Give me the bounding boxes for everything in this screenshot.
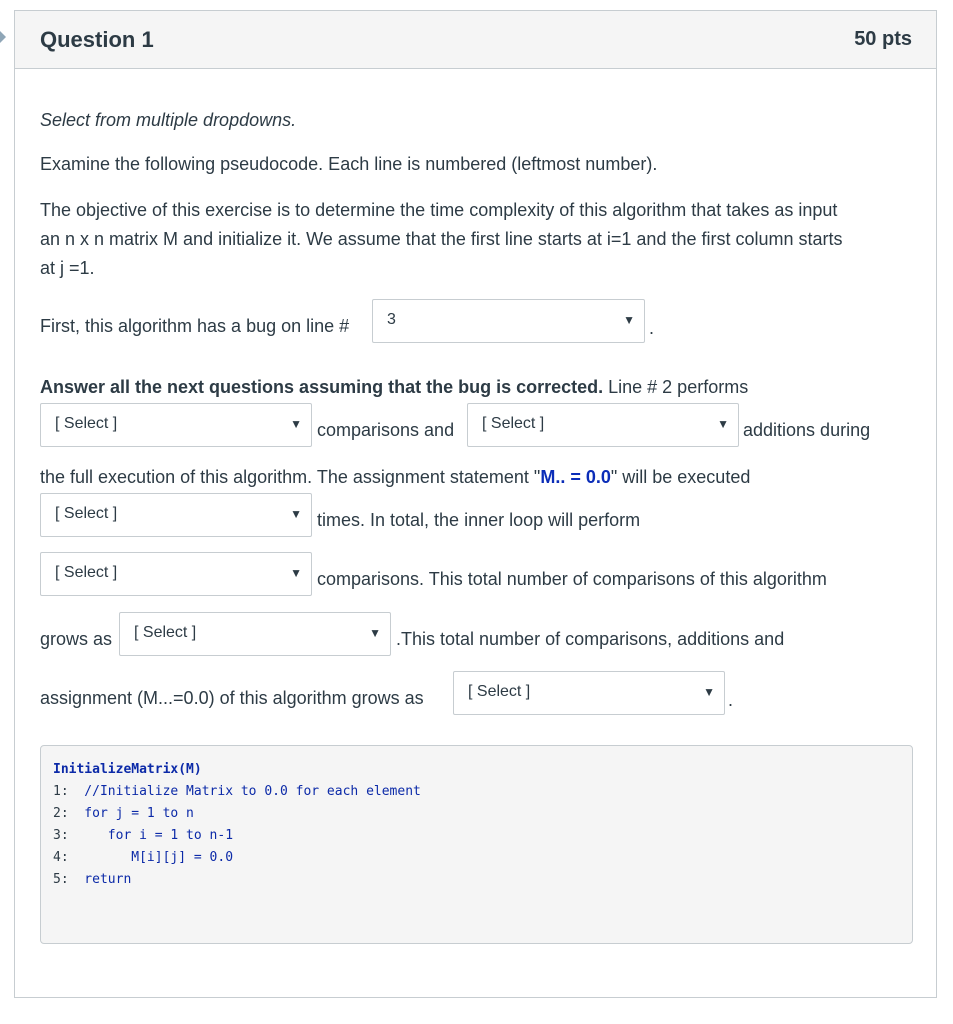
- additions-during-text: additions during: [743, 420, 871, 440]
- full-execution-text-a: the full execution of this algorithm. The assignment statement ": [40, 467, 541, 487]
- question-title: Question 1: [40, 27, 154, 52]
- this-total-text: .This total number of comparisons, additions and: [396, 629, 785, 649]
- full-execution-line: [40, 463, 750, 492]
- dropdown-selected-value: [ Select ]: [55, 415, 118, 432]
- question-type-hint: Select from multiple dropdowns.: [40, 110, 297, 130]
- question-points: 50 pts: [854, 28, 912, 50]
- comparisons-and-text: comparisons and: [317, 420, 455, 440]
- dropdown-caret-icon: ▼: [369, 626, 381, 640]
- comparisons-line2-dropdown[interactable]: [40, 403, 312, 447]
- dropdown-caret-icon: ▼: [290, 507, 302, 521]
- assignment-grows-text: assignment (M...=0.0) of this algorithm grows as: [40, 688, 424, 708]
- line2-performs-text: Line # 2 performs: [603, 377, 749, 397]
- dropdown-selected-value: [ Select ]: [55, 505, 118, 522]
- additions-line2-dropdown[interactable]: [467, 403, 739, 447]
- dropdown-selected-value: [ Select ]: [55, 564, 118, 581]
- question-card: [14, 10, 937, 998]
- assumption-bold-text: Answer all the next questions assuming that the bug is corrected.: [40, 377, 604, 397]
- code-line-number: 2:: [53, 806, 69, 821]
- comparisons-growth-dropdown[interactable]: [119, 612, 391, 656]
- dropdown-caret-icon: ▼: [717, 417, 729, 431]
- code-line-text: //Initialize Matrix to 0.0 for each element: [68, 784, 421, 799]
- times-inner-loop-text: times. In total, the inner loop will perform: [317, 510, 641, 530]
- assumption-line: [40, 373, 748, 402]
- code-line-number: 3:: [53, 828, 69, 843]
- pseudocode-block: [40, 745, 913, 944]
- code-line-text: return: [68, 872, 132, 887]
- code-header: InitializeMatrix(M): [53, 762, 202, 777]
- grows-as-text: grows as: [40, 629, 113, 649]
- instruction-paragraph-2-line-2: an n x n matrix M and initialize it. We assume that the first line starts at i=1 and the first column starts: [40, 229, 843, 249]
- full-execution-text-b: " will be executed: [610, 467, 751, 487]
- code-line-number: 1:: [53, 784, 69, 799]
- instruction-paragraph-2-line-3: at j =1.: [40, 258, 95, 278]
- dropdown-caret-icon: ▼: [290, 566, 302, 580]
- dropdown-caret-icon: ▼: [623, 313, 635, 327]
- period-text: .: [728, 690, 734, 710]
- code-line-text: for i = 1 to n-1: [68, 828, 234, 843]
- dropdown-selected-value: [ Select ]: [468, 683, 531, 700]
- question-header: [15, 11, 936, 69]
- dropdown-selected-value: [ Select ]: [482, 415, 545, 432]
- period-text: .: [649, 318, 655, 338]
- question-arrow-icon: [0, 31, 6, 43]
- pseudocode: [53, 759, 421, 891]
- code-line-text: M[i][j] = 0.0: [68, 850, 234, 865]
- inner-loop-comparisons-dropdown[interactable]: [40, 552, 312, 596]
- bug-line-dropdown[interactable]: [372, 299, 645, 343]
- assignment-times-dropdown[interactable]: [40, 493, 312, 537]
- dropdown-selected-value: 3: [387, 311, 396, 328]
- code-line-number: 4:: [53, 850, 69, 865]
- instruction-paragraph-2-line-1: The objective of this exercise is to determine the time complexity of this algorithm that takes as input: [40, 200, 838, 220]
- bug-line-text: First, this algorithm has a bug on line #: [40, 316, 350, 336]
- code-line-number: 5:: [53, 872, 69, 887]
- instruction-paragraph-1: Examine the following pseudocode. Each line is numbered (leftmost number).: [40, 154, 658, 174]
- dropdown-selected-value: [ Select ]: [134, 624, 197, 641]
- total-growth-dropdown[interactable]: [453, 671, 725, 715]
- dropdown-caret-icon: ▼: [703, 685, 715, 699]
- dropdown-caret-icon: ▼: [290, 417, 302, 431]
- code-line-text: for j = 1 to n: [68, 806, 194, 821]
- comparisons-total-text: comparisons. This total number of comparisons of this algorithm: [317, 569, 827, 589]
- assignment-statement-code: M.. = 0.0: [540, 467, 611, 487]
